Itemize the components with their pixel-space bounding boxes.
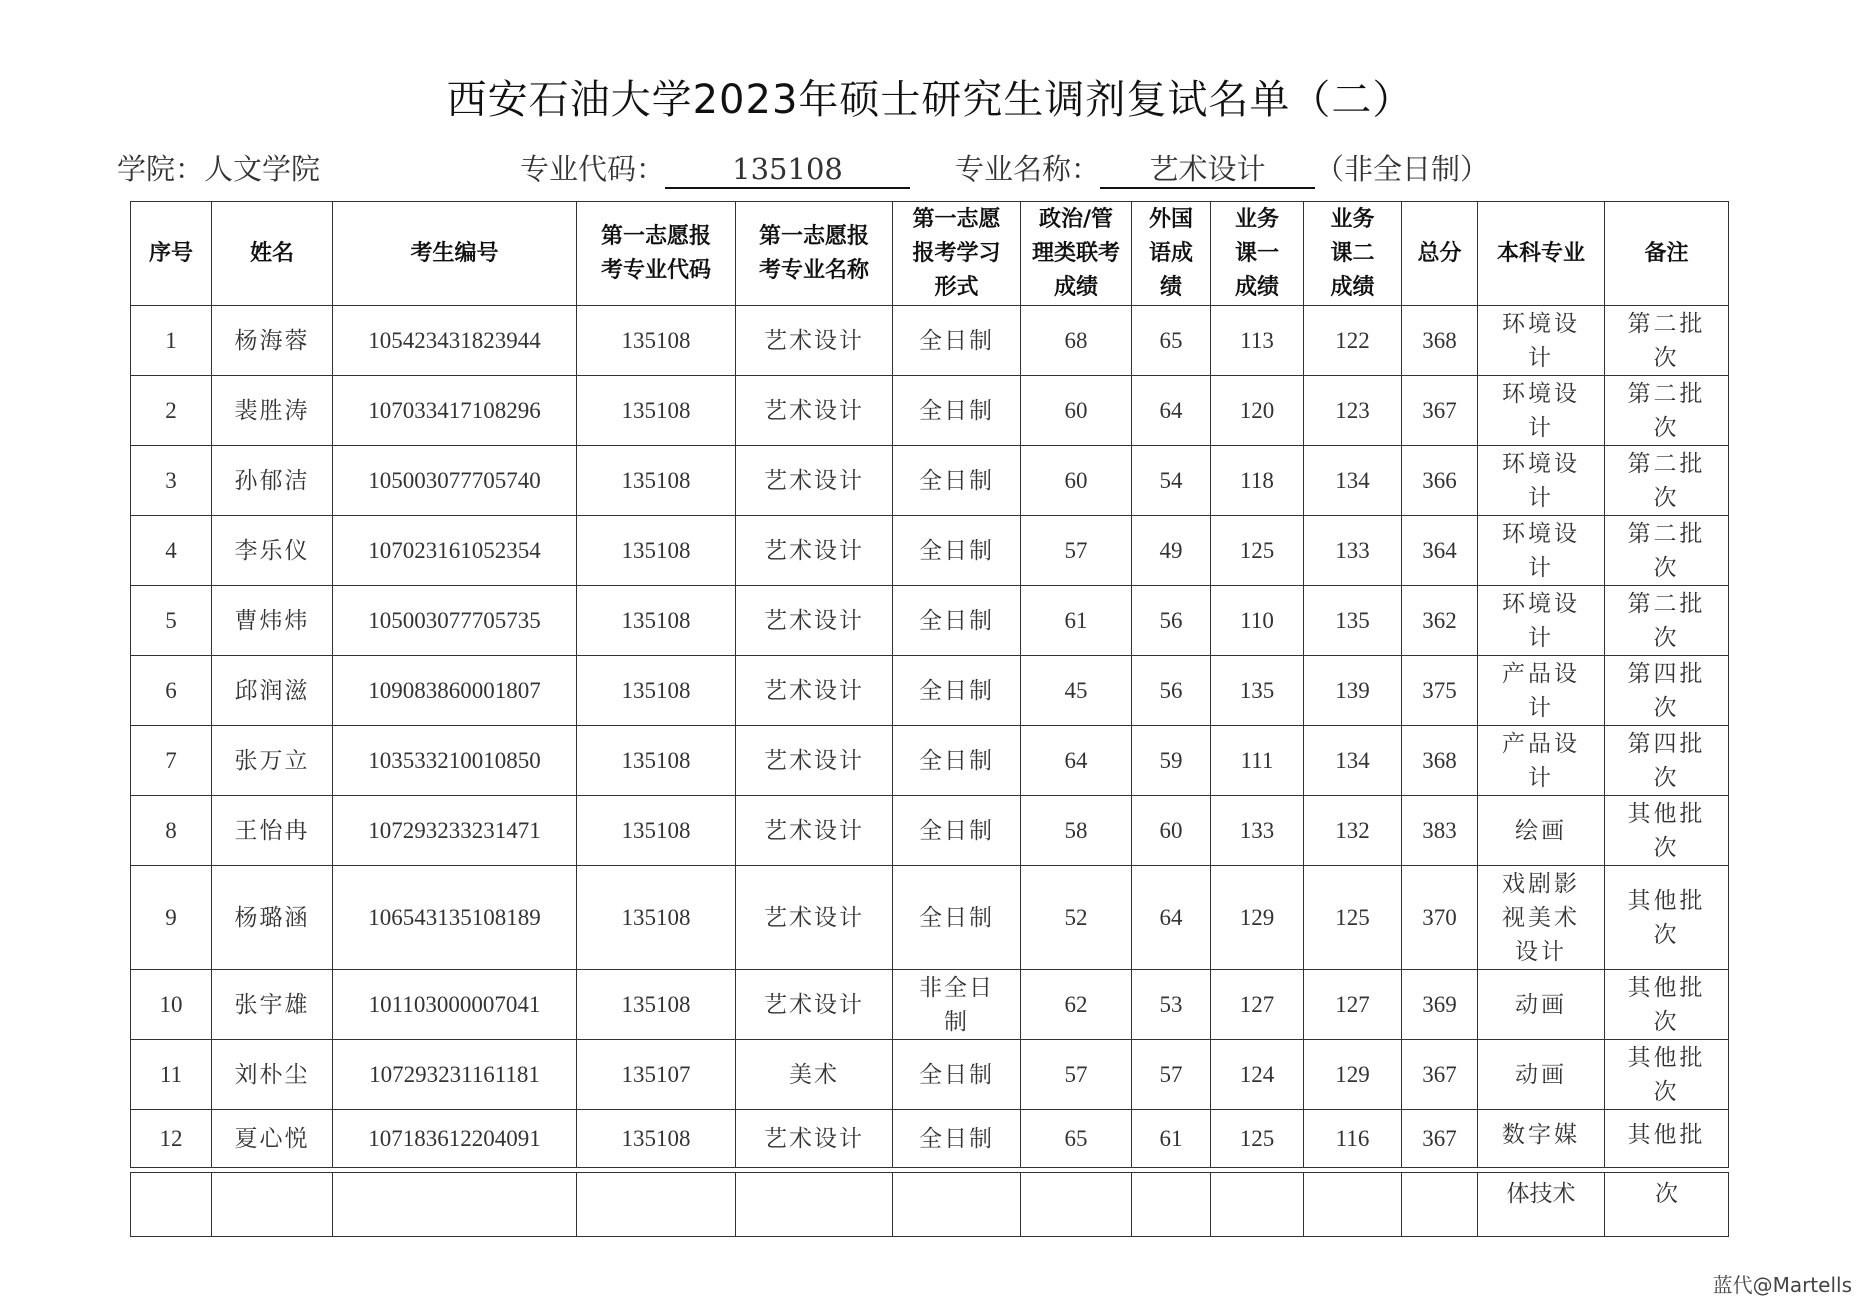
foreign-lang-score-cell: 64 bbox=[1132, 866, 1211, 970]
watermark: 蓝代@Martells bbox=[1712, 1273, 1852, 1297]
study-mode-cell: 全日制 bbox=[893, 1040, 1021, 1110]
politics-score-cell: 60 bbox=[1021, 446, 1132, 516]
politics-score-cell: 68 bbox=[1021, 306, 1132, 376]
total-score-cell: 362 bbox=[1402, 586, 1478, 656]
foreign-lang-score-cell: 59 bbox=[1132, 726, 1211, 796]
exam-id-cell: 107033417108296 bbox=[333, 376, 577, 446]
exam-id-cell: 103533210010850 bbox=[333, 726, 577, 796]
politics-score-cell: 60 bbox=[1021, 376, 1132, 446]
major-code-cell: 135108 bbox=[577, 516, 736, 586]
exam-id-cell: 105003077705740 bbox=[333, 446, 577, 516]
major-code-cell: 135108 bbox=[577, 446, 736, 516]
col-header: 第一志愿报考专业名称 bbox=[736, 202, 893, 306]
seq-cell: 1 bbox=[131, 306, 212, 376]
continuation-major: 体技术 bbox=[1478, 1173, 1605, 1237]
subject2-score-cell: 116 bbox=[1304, 1110, 1402, 1168]
undergrad-major-cell: 绘画 bbox=[1478, 796, 1605, 866]
politics-score-cell: 58 bbox=[1021, 796, 1132, 866]
major-name-cell: 艺术设计 bbox=[736, 796, 893, 866]
col-header: 序号 bbox=[131, 202, 212, 306]
undergrad-major-cell: 数字媒 bbox=[1478, 1110, 1605, 1168]
table-row bbox=[131, 376, 1729, 446]
subject1-score-cell: 110 bbox=[1211, 586, 1304, 656]
subject1-score-cell: 113 bbox=[1211, 306, 1304, 376]
remark-cell: 其他批次 bbox=[1605, 970, 1729, 1040]
foreign-lang-score-cell: 60 bbox=[1132, 796, 1211, 866]
major-name-field bbox=[955, 147, 1489, 191]
remark-cell: 第四批次 bbox=[1605, 726, 1729, 796]
study-mode-note: （非全日制） bbox=[1315, 152, 1490, 186]
undergrad-major-cell: 环境设计 bbox=[1478, 446, 1605, 516]
table-row bbox=[131, 1110, 1729, 1168]
col-header: 第一志愿报考专业代码 bbox=[577, 202, 736, 306]
subject1-score-cell: 118 bbox=[1211, 446, 1304, 516]
col-header: 本科专业 bbox=[1478, 202, 1605, 306]
major-code-label: 专业代码： bbox=[520, 152, 666, 186]
table-row bbox=[131, 656, 1729, 726]
major-name-cell: 艺术设计 bbox=[736, 1110, 893, 1168]
politics-score-cell: 65 bbox=[1021, 1110, 1132, 1168]
total-score-cell: 369 bbox=[1402, 970, 1478, 1040]
continuation-table bbox=[130, 1172, 1729, 1237]
remark-cell: 其他批 bbox=[1605, 1110, 1729, 1168]
remark-cell: 其他批次 bbox=[1605, 866, 1729, 970]
study-mode-cell: 全日制 bbox=[893, 446, 1021, 516]
remark-cell: 其他批次 bbox=[1605, 796, 1729, 866]
subject1-score-cell: 127 bbox=[1211, 970, 1304, 1040]
politics-score-cell: 57 bbox=[1021, 1040, 1132, 1110]
foreign-lang-score-cell: 65 bbox=[1132, 306, 1211, 376]
remark-cell: 第二批次 bbox=[1605, 376, 1729, 446]
table-row bbox=[131, 446, 1729, 516]
foreign-lang-score-cell: 56 bbox=[1132, 656, 1211, 726]
table-row bbox=[131, 796, 1729, 866]
major-code-value: 135108 bbox=[665, 151, 910, 189]
exam-id-cell: 101103000007041 bbox=[333, 970, 577, 1040]
name-cell: 夏心悦 bbox=[212, 1110, 333, 1168]
total-score-cell: 368 bbox=[1402, 726, 1478, 796]
total-score-cell: 383 bbox=[1402, 796, 1478, 866]
col-header: 政治/管理类联考成绩 bbox=[1021, 202, 1132, 306]
exam-id-cell: 106543135108189 bbox=[333, 866, 577, 970]
name-cell: 刘朴尘 bbox=[212, 1040, 333, 1110]
major-name-cell: 艺术设计 bbox=[736, 726, 893, 796]
col-header: 总分 bbox=[1402, 202, 1478, 306]
foreign-lang-score-cell: 57 bbox=[1132, 1040, 1211, 1110]
undergrad-major-cell: 动画 bbox=[1478, 970, 1605, 1040]
name-cell: 李乐仪 bbox=[212, 516, 333, 586]
major-name-cell: 艺术设计 bbox=[736, 586, 893, 656]
seq-cell: 5 bbox=[131, 586, 212, 656]
table-row bbox=[131, 306, 1729, 376]
subject1-score-cell: 111 bbox=[1211, 726, 1304, 796]
major-code-cell: 135108 bbox=[577, 796, 736, 866]
undergrad-major-cell: 产品设计 bbox=[1478, 656, 1605, 726]
subject1-score-cell: 135 bbox=[1211, 656, 1304, 726]
remark-cell: 第二批次 bbox=[1605, 306, 1729, 376]
name-cell: 杨璐涵 bbox=[212, 866, 333, 970]
table-row bbox=[131, 1040, 1729, 1110]
total-score-cell: 367 bbox=[1402, 1040, 1478, 1110]
subject2-score-cell: 132 bbox=[1304, 796, 1402, 866]
foreign-lang-score-cell: 56 bbox=[1132, 586, 1211, 656]
major-name-value: 艺术设计 bbox=[1100, 151, 1315, 189]
major-code-cell: 135108 bbox=[577, 970, 736, 1040]
undergrad-major-cell: 产品设计 bbox=[1478, 726, 1605, 796]
total-score-cell: 370 bbox=[1402, 866, 1478, 970]
study-mode-cell: 全日制 bbox=[893, 306, 1021, 376]
total-score-cell: 364 bbox=[1402, 516, 1478, 586]
col-header: 业务课一成绩 bbox=[1211, 202, 1304, 306]
major-name-cell: 美术 bbox=[736, 1040, 893, 1110]
study-mode-cell: 全日制 bbox=[893, 1110, 1021, 1168]
table-row bbox=[131, 970, 1729, 1040]
col-header: 第一志愿报考学习形式 bbox=[893, 202, 1021, 306]
major-code-cell: 135108 bbox=[577, 1110, 736, 1168]
total-score-cell: 368 bbox=[1402, 306, 1478, 376]
table-row bbox=[131, 726, 1729, 796]
subject2-score-cell: 125 bbox=[1304, 866, 1402, 970]
subject1-score-cell: 125 bbox=[1211, 1110, 1304, 1168]
politics-score-cell: 45 bbox=[1021, 656, 1132, 726]
name-cell: 孙郁洁 bbox=[212, 446, 333, 516]
subject2-score-cell: 134 bbox=[1304, 726, 1402, 796]
exam-id-cell: 107293231161181 bbox=[333, 1040, 577, 1110]
subject2-score-cell: 134 bbox=[1304, 446, 1402, 516]
exam-id-cell: 107183612204091 bbox=[333, 1110, 577, 1168]
undergrad-major-cell: 戏剧影视美术设计 bbox=[1478, 866, 1605, 970]
study-mode-cell: 非全日制 bbox=[893, 970, 1021, 1040]
table-row bbox=[131, 866, 1729, 970]
seq-cell: 11 bbox=[131, 1040, 212, 1110]
major-code-cell: 135108 bbox=[577, 586, 736, 656]
table-row bbox=[131, 516, 1729, 586]
seq-cell: 12 bbox=[131, 1110, 212, 1168]
major-code-cell: 135108 bbox=[577, 866, 736, 970]
politics-score-cell: 52 bbox=[1021, 866, 1132, 970]
exam-id-cell: 105003077705735 bbox=[333, 586, 577, 656]
politics-score-cell: 57 bbox=[1021, 516, 1132, 586]
table-row bbox=[131, 586, 1729, 656]
subject1-score-cell: 124 bbox=[1211, 1040, 1304, 1110]
remark-cell: 其他批次 bbox=[1605, 1040, 1729, 1110]
remark-cell: 第四批次 bbox=[1605, 656, 1729, 726]
exam-id-cell: 107023161052354 bbox=[333, 516, 577, 586]
name-cell: 裴胜涛 bbox=[212, 376, 333, 446]
total-score-cell: 367 bbox=[1402, 376, 1478, 446]
major-code-cell: 135108 bbox=[577, 726, 736, 796]
subject2-score-cell: 129 bbox=[1304, 1040, 1402, 1110]
major-name-cell: 艺术设计 bbox=[736, 970, 893, 1040]
continuation-note: 次 bbox=[1605, 1173, 1729, 1237]
name-cell: 杨海蓉 bbox=[212, 306, 333, 376]
foreign-lang-score-cell: 53 bbox=[1132, 970, 1211, 1040]
seq-cell: 7 bbox=[131, 726, 212, 796]
subject2-score-cell: 127 bbox=[1304, 970, 1402, 1040]
subject2-score-cell: 139 bbox=[1304, 656, 1402, 726]
foreign-lang-score-cell: 64 bbox=[1132, 376, 1211, 446]
major-name-cell: 艺术设计 bbox=[736, 376, 893, 446]
remark-cell: 第二批次 bbox=[1605, 516, 1729, 586]
major-name-cell: 艺术设计 bbox=[736, 656, 893, 726]
study-mode-cell: 全日制 bbox=[893, 586, 1021, 656]
major-name-cell: 艺术设计 bbox=[736, 306, 893, 376]
politics-score-cell: 64 bbox=[1021, 726, 1132, 796]
seq-cell: 9 bbox=[131, 866, 212, 970]
exam-id-cell: 107293233231471 bbox=[333, 796, 577, 866]
subject1-score-cell: 125 bbox=[1211, 516, 1304, 586]
subject2-score-cell: 123 bbox=[1304, 376, 1402, 446]
study-mode-cell: 全日制 bbox=[893, 866, 1021, 970]
subject2-score-cell: 133 bbox=[1304, 516, 1402, 586]
subject2-score-cell: 122 bbox=[1304, 306, 1402, 376]
seq-cell: 2 bbox=[131, 376, 212, 446]
seq-cell: 8 bbox=[131, 796, 212, 866]
undergrad-major-cell: 环境设计 bbox=[1478, 516, 1605, 586]
name-cell: 曹炜炜 bbox=[212, 586, 333, 656]
col-header: 外国语成绩 bbox=[1132, 202, 1211, 306]
subject2-score-cell: 135 bbox=[1304, 586, 1402, 656]
foreign-lang-score-cell: 54 bbox=[1132, 446, 1211, 516]
candidate-table bbox=[130, 201, 1729, 1168]
undergrad-major-cell: 环境设计 bbox=[1478, 376, 1605, 446]
name-cell: 王怡冉 bbox=[212, 796, 333, 866]
major-name-cell: 艺术设计 bbox=[736, 446, 893, 516]
major-code-cell: 135108 bbox=[577, 376, 736, 446]
politics-score-cell: 61 bbox=[1021, 586, 1132, 656]
total-score-cell: 366 bbox=[1402, 446, 1478, 516]
col-header: 备注 bbox=[1605, 202, 1729, 306]
subject1-score-cell: 120 bbox=[1211, 376, 1304, 446]
undergrad-major-cell: 动画 bbox=[1478, 1040, 1605, 1110]
col-header: 姓名 bbox=[212, 202, 333, 306]
seq-cell: 4 bbox=[131, 516, 212, 586]
total-score-cell: 367 bbox=[1402, 1110, 1478, 1168]
major-code-cell: 135108 bbox=[577, 306, 736, 376]
study-mode-cell: 全日制 bbox=[893, 516, 1021, 586]
exam-id-cell: 105423431823944 bbox=[333, 306, 577, 376]
col-header: 考生编号 bbox=[333, 202, 577, 306]
seq-cell: 6 bbox=[131, 656, 212, 726]
study-mode-cell: 全日制 bbox=[893, 376, 1021, 446]
exam-id-cell: 109083860001807 bbox=[333, 656, 577, 726]
study-mode-cell: 全日制 bbox=[893, 726, 1021, 796]
page-title: 西安石油大学2023年硕士研究生调剂复试名单（二） bbox=[446, 77, 1414, 123]
undergrad-major-cell: 环境设计 bbox=[1478, 586, 1605, 656]
major-code-cell: 135108 bbox=[577, 656, 736, 726]
header-row bbox=[131, 202, 1729, 306]
subject1-score-cell: 133 bbox=[1211, 796, 1304, 866]
remark-cell: 第二批次 bbox=[1605, 586, 1729, 656]
foreign-lang-score-cell: 49 bbox=[1132, 516, 1211, 586]
seq-cell: 10 bbox=[131, 970, 212, 1040]
major-name-cell: 艺术设计 bbox=[736, 866, 893, 970]
politics-score-cell: 62 bbox=[1021, 970, 1132, 1040]
study-mode-cell: 全日制 bbox=[893, 796, 1021, 866]
col-header: 业务课二成绩 bbox=[1304, 202, 1402, 306]
name-cell: 张万立 bbox=[212, 726, 333, 796]
major-name-label: 专业名称： bbox=[955, 152, 1101, 186]
seq-cell: 3 bbox=[131, 446, 212, 516]
undergrad-major-cell: 环境设计 bbox=[1478, 306, 1605, 376]
name-cell: 张宇雄 bbox=[212, 970, 333, 1040]
continuation-row bbox=[131, 1173, 1729, 1237]
name-cell: 邱润滋 bbox=[212, 656, 333, 726]
foreign-lang-score-cell: 61 bbox=[1132, 1110, 1211, 1168]
major-name-cell: 艺术设计 bbox=[736, 516, 893, 586]
subject1-score-cell: 129 bbox=[1211, 866, 1304, 970]
major-code-cell: 135107 bbox=[577, 1040, 736, 1110]
total-score-cell: 375 bbox=[1402, 656, 1478, 726]
college-label: 学院：人文学院 bbox=[117, 152, 321, 186]
major-code-field bbox=[520, 147, 910, 191]
study-mode-cell: 全日制 bbox=[893, 656, 1021, 726]
remark-cell: 第二批次 bbox=[1605, 446, 1729, 516]
